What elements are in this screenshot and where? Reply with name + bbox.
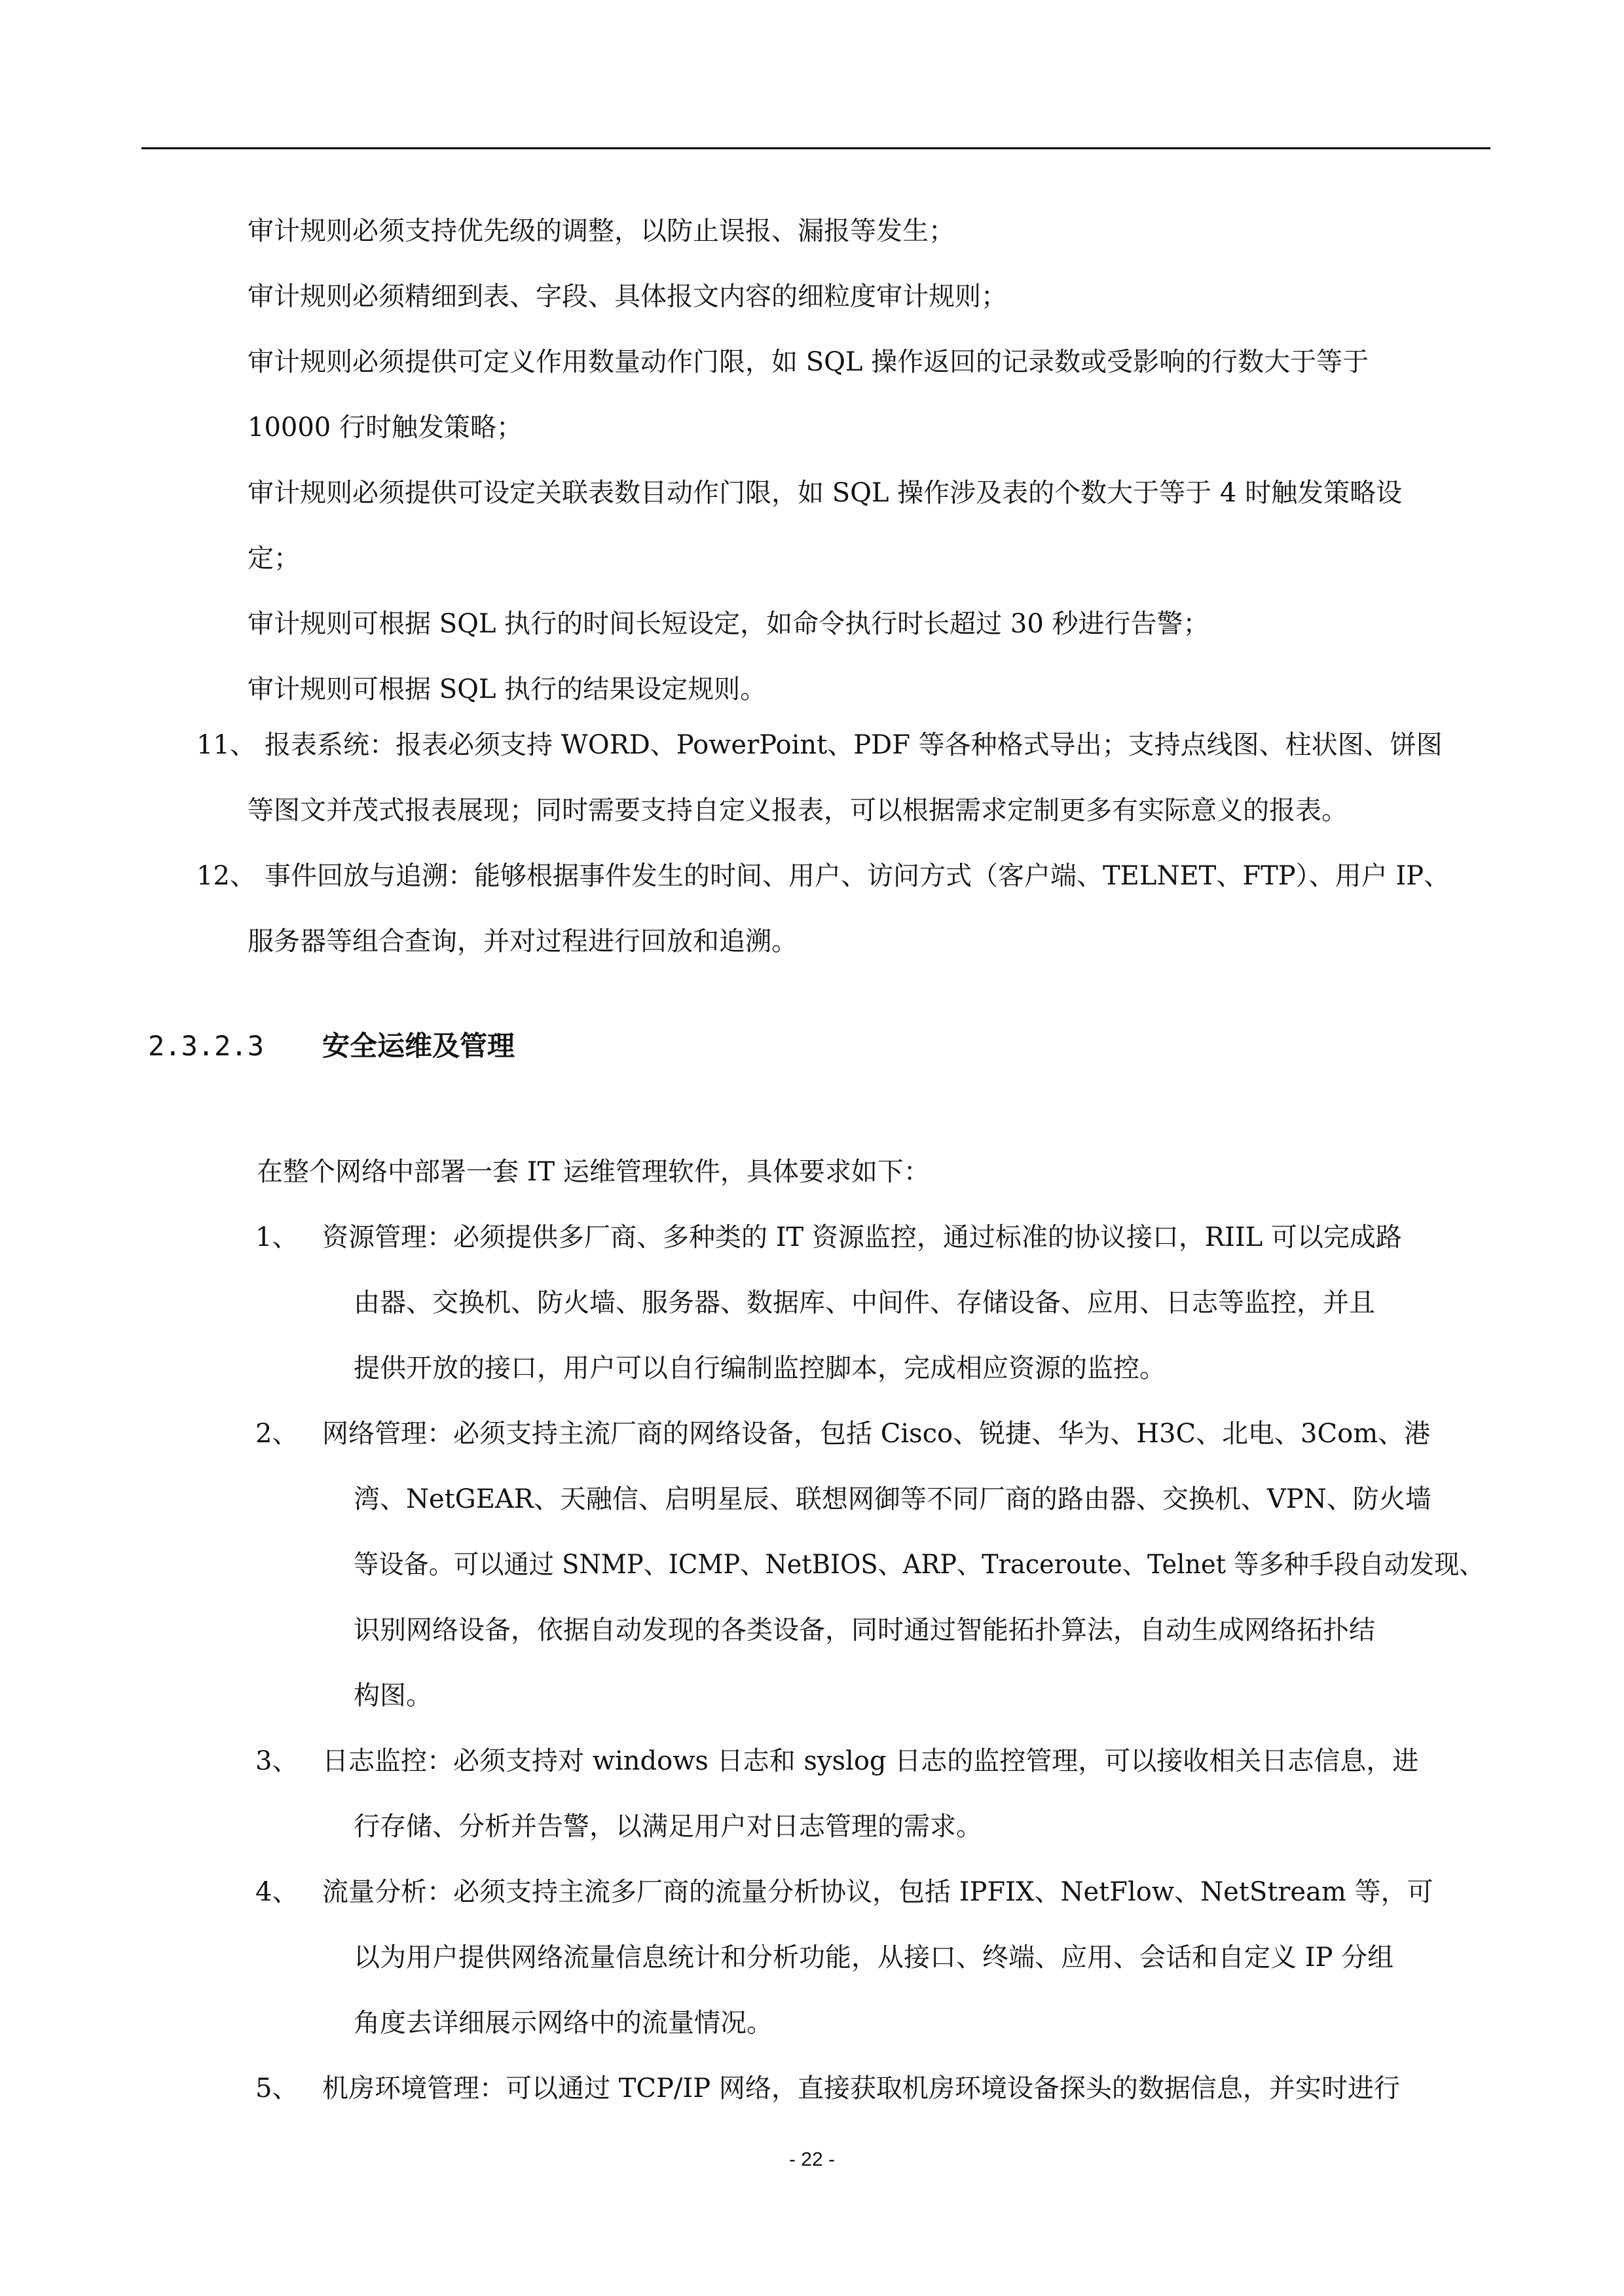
section-intro: 在整个网络中部署一套 IT 运维管理软件，具体要求如下： (257, 1157, 930, 1187)
audit-rule-line: 审计规则可根据 SQL 执行的时间长短设定，如命令执行时长超过 30 秒进行告警； (248, 609, 1209, 639)
audit-rule-line: 审计规则可根据 SQL 执行的结果设定规则。 (248, 674, 767, 704)
list-item-text: 事件回放与追溯：能够根据事件发生的时间、用户、访问方式（客户端、TELNET、FTP）、用户 IP、 (265, 861, 1450, 891)
audit-rule-line: 审计规则必须精细到表、字段、具体报文内容的细粒度审计规则； (248, 282, 1007, 312)
section-number: 2.3.2.3 (148, 1030, 265, 1062)
header-rule (141, 147, 1490, 149)
audit-rule-line: 10000 行时触发策略； (248, 412, 523, 443)
list-item-number: 5、 (255, 2073, 299, 2104)
page-number: - 22 - (788, 2149, 836, 2170)
list-item-text: 湾、NetGEAR、天融信、启明星辰、联想网御等不同厂商的路由器、交换机、VPN、防火墙 (354, 1484, 1431, 1514)
list-item-number: 2、 (255, 1419, 299, 1449)
list-item-text: 以为用户提供网络流量信息统计和分析功能，从接口、终端、应用、会话和自定义 IP 分组 (354, 1942, 1394, 1973)
list-item-text: 网络管理：必须支持主流厂商的网络设备，包括 Cisco、锐捷、华为、H3C、北电、3Com、港 (322, 1419, 1431, 1449)
audit-rule-line: 审计规则必须支持优先级的调整，以防止误报、漏报等发生； (248, 216, 955, 246)
list-item-number: 11、 (196, 730, 256, 760)
audit-rule-line: 定； (248, 543, 300, 574)
list-item-text: 等设备。可以通过 SNMP、ICMP、NetBIOS、ARP、Traceroute、Telnet 等多种手段自动发现、 (354, 1550, 1485, 1580)
list-item-text: 由器、交换机、防火墙、服务器、数据库、中间件、存储设备、应用、日志等监控，并且 (354, 1288, 1375, 1318)
list-item-text: 提供开放的接口，用户可以自行编制监控脚本，完成相应资源的监控。 (354, 1353, 1166, 1383)
list-item-text: 构图。 (354, 1681, 432, 1711)
section-title: 安全运维及管理 (322, 1030, 515, 1062)
list-item-text: 行存储、分析并告警，以满足用户对日志管理的需求。 (354, 1812, 982, 1842)
list-item-text: 识别网络设备，依据自动发现的各类设备，同时通过智能拓扑算法，自动生成网络拓扑结 (354, 1615, 1375, 1645)
list-item-number: 12、 (196, 861, 256, 891)
list-item-number: 1、 (255, 1222, 299, 1252)
list-item-text: 流量分析：必须支持主流多厂商的流量分析协议，包括 IPFIX、NetFlow、NetStream 等，可 (322, 1877, 1433, 1907)
list-item-text: 等图文并茂式报表展现；同时需要支持自定义报表，可以根据需求定制更多有实际意义的报表。 (248, 795, 1348, 826)
list-item-text: 报表系统：报表必须支持 WORD、PowerPoint、PDF 等各种格式导出；支持点线图、柱状图、饼图 (265, 730, 1443, 760)
list-item-text: 角度去详细展示网络中的流量情况。 (354, 2008, 773, 2038)
list-item-text: 服务器等组合查询，并对过程进行回放和追溯。 (248, 926, 798, 957)
list-item-number: 4、 (255, 1877, 299, 1907)
list-item-text: 资源管理：必须提供多厂商、多种类的 IT 资源监控，通过标准的协议接口，RIIL 可以完成路 (322, 1222, 1402, 1252)
audit-rule-line: 审计规则必须提供可定义作用数量动作门限，如 SQL 操作返回的记录数或受影响的行数大于等于 (248, 347, 1369, 377)
audit-rule-line: 审计规则必须提供可设定关联表数目动作门限，如 SQL 操作涉及表的个数大于等于 4 时触发策略设 (248, 478, 1403, 508)
list-item-text: 日志监控：必须支持对 windows 日志和 syslog 日志的监控管理，可以接收相关日志信息，进 (322, 1746, 1419, 1776)
list-item-text: 机房环境管理：可以通过 TCP/IP 网络，直接获取机房环境设备探头的数据信息，并实时进行 (322, 2073, 1400, 2104)
list-item-number: 3、 (255, 1746, 299, 1776)
